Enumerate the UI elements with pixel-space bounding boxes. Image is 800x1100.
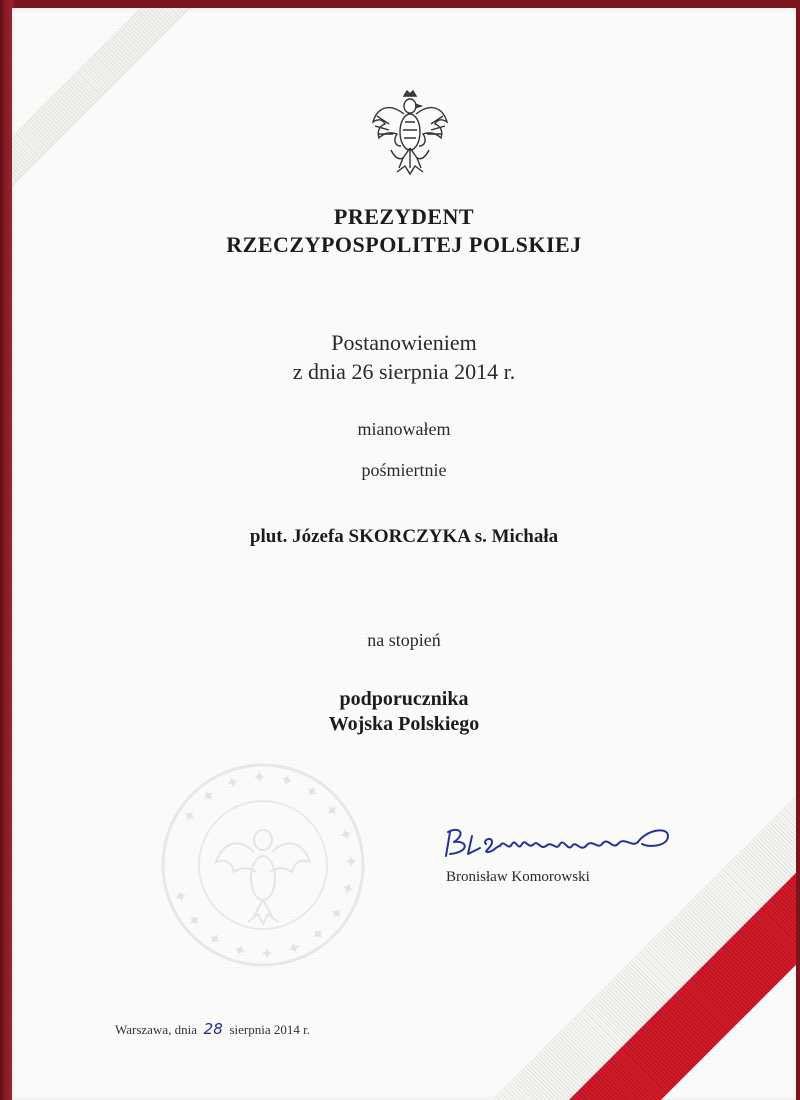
handwritten-day: 28 <box>203 1020 223 1038</box>
appointed-label: mianowałem <box>357 419 451 439</box>
svg-text:✦ ✦ ✦ ✦ ✦ ✦ ✦ ✦ ✦ ✦ ✦ ✦ ✦ ✦ ✦: ✦ ✦ ✦ ✦ ✦ ✦ ✦ ✦ ✦ ✦ ✦ ✦ ✦ ✦ ✦ ✦ ✦ ✦ <box>168 767 361 963</box>
rank-title-line2: Wojska Polskiego <box>328 713 480 735</box>
handwritten-signature <box>442 818 672 868</box>
signer-name: Bronisław Komorowski <box>446 869 590 885</box>
rank-title-line1: podporucznika <box>339 688 469 710</box>
embossed-seal-icon <box>158 760 368 970</box>
decision-date: z dnia 26 sierpnia 2014 r. <box>292 359 516 384</box>
place-prefix: Warszawa, dnia <box>115 1022 197 1037</box>
header-title-line2: RZECZYPOSPOLITEJ POLSKIEJ <box>226 232 582 257</box>
certificate-sheet <box>12 8 796 1100</box>
header-title-line1: PREZYDENT <box>333 204 475 229</box>
place-suffix: sierpnia 2014 r. <box>229 1022 310 1037</box>
appointee-name: plut. Józefa SKORCZYKA s. Michała <box>249 526 559 547</box>
white-ribbon-corner <box>12 8 194 192</box>
white-eagle-emblem-icon <box>369 88 451 178</box>
rank-label: na stopień <box>367 630 441 650</box>
posthumously-label: pośmiertnie <box>361 460 447 480</box>
decision-label: Postanowieniem <box>331 330 477 355</box>
place-and-date <box>115 1020 310 1038</box>
